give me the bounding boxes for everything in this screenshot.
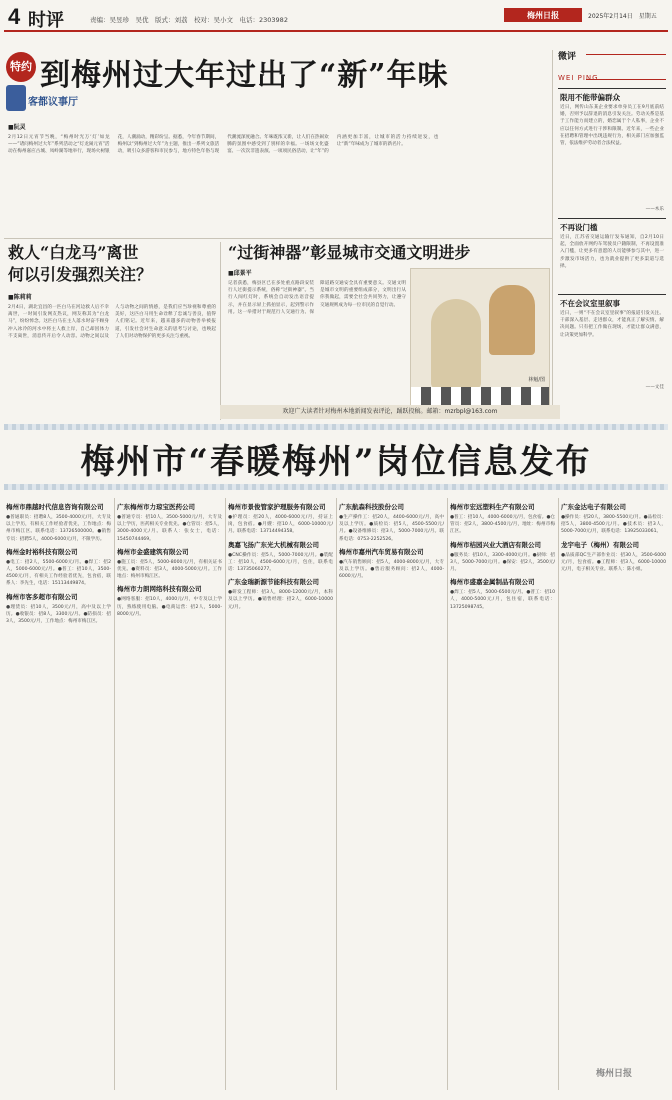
job-details: ●操作员：招20人，3800-5500元/月。●品检员：招5人，3800-4500元/月。●技术员：招3人，5000-7000元/月，联系电话：13925033061。	[561, 515, 666, 535]
jobs-title: 梅州市“春暖梅州”岗位信息发布	[80, 442, 592, 482]
job-details: ●CNC操作员：招5人，5000-7000元/月。●装配工：招10人，4500-6000元/月，包住，联系电话：13735060277。	[228, 552, 333, 573]
sidebar-item3-title: 不在会议室里叙事	[560, 299, 620, 308]
illustration-figure-2	[489, 285, 535, 355]
sidebar-rule-3	[558, 294, 666, 295]
sidebar-rule-2	[558, 218, 666, 219]
section-divider	[4, 238, 552, 239]
top-headline: 到梅州过大年过出了“新”年味	[40, 58, 449, 93]
company-name: 梅州市金盛建筑有限公司	[117, 547, 189, 556]
left-article-headline-1: 救人“白龙马”离世	[8, 243, 139, 262]
job-details: ●普工：招10人，4000-6000元/月，包食宿。●仓管员：招2人，3800-4500元/月，地址：梅州市梅江区。	[450, 515, 555, 535]
company-name: 奥嘉飞扬广东光大机械有限公司	[228, 540, 319, 549]
job-column-divider	[114, 498, 115, 1090]
sidebar-weiping	[556, 50, 668, 395]
job-details: ●施工员：招5人，5000-8000元/月，有相关证书优先。●资料员：招3人，4000-5000元/月。工作地点：梅州市梅江区。	[117, 559, 222, 580]
job-details: ●品质部QC生产部作业员：招30人，3500-6000元/月，包食宿。●工程师：招3人，6000-10000元/月，电子相关专业。联系人：陈小姐。	[561, 552, 666, 573]
company-name: 梅州市景俊管家护理服务有限公司	[228, 503, 326, 511]
job-column	[117, 498, 222, 1090]
company-name: 广东梅州市力琼宝医药公司	[117, 503, 195, 511]
company-name: 广东金达电子有限公司	[561, 503, 626, 511]
job-details: ●护理员：招20人，4000-6000元/月，持证上岗，包食宿。●月嫂：招10人，6000-10000元/月。联系电话：13714494358。	[228, 515, 333, 535]
page-number: 4	[8, 4, 21, 29]
company-name: 广东航森科技股份公司	[339, 503, 404, 511]
illustration	[410, 268, 550, 408]
sidebar-item2-title: 不再设门槛	[560, 223, 598, 232]
top-article-author: ■阮灵	[8, 124, 26, 131]
company-name: 梅州市桔园兴业大酒店有限公司	[450, 540, 541, 549]
job-column-divider	[336, 498, 337, 1090]
company-name: 梅州市宏远塑料生产有限公司	[450, 503, 535, 511]
company-name: 广东金瑞新源节能科技有限公司	[228, 578, 319, 587]
job-details: ●理货员：招10人，3500元/月，高中及以上学历。●收银员：招8人，3300元/月。●防损员：招3人，3500元/月，工作地点：梅州市梅江区。	[6, 604, 111, 625]
mid-article-headline: “过街神器”彰显城市交通文明进步	[228, 243, 471, 262]
title-bar-bottom	[4, 484, 668, 490]
mid-article-body: 记者获悉，梅县区已在多处重点路段安装行人过街提示系统，俗称“过街神器”。当行人闯红灯时，系统会自动发出语音提示，并在显示屏上抓拍显示，起到警示作用。这一举措对于规范行人交通行为、保障道路交通安全具有重要意义。交通文明是城市文明的重要组成部分，文明出行从你我做起，需要全社会共同努力，让遵守交通规则成为每一位市民的自觉行动。	[228, 281, 406, 315]
job-column-divider	[225, 498, 226, 1090]
sidebar-item2-body: 近日，江苏省交通运输厅发布通知，自2月10日起，全面放开网约车驾驶员户籍限制，不再设置准入门槛，让更多有意愿的人员能够参与其中，进一步激发市场活力，也为就业提供了更多渠道与选择。	[560, 235, 664, 269]
company-name: 梅州市客多超市有限公司	[6, 592, 78, 601]
submission-banner: 欢迎广大读者针对梅州本地新闻发表评论，踊跃投稿。邮箱：mzrbpl@163.com	[220, 405, 560, 419]
page-header	[4, 4, 668, 32]
mid-article-author: ■邱景平	[228, 270, 252, 277]
job-column	[339, 498, 444, 1090]
job-column-divider	[558, 498, 559, 1090]
special-badge: 特约	[6, 52, 36, 82]
sidebar-label-sub: WEI PING	[558, 74, 599, 82]
company-name: 梅州市盛嘉金属制品有限公司	[450, 578, 535, 587]
illustration-figure-1	[431, 299, 481, 389]
top-article-body: 2月12日元宵节当晚，“梅州时光万‘灯’如龙——”诸问梅州过大年”系列活动之“灯龙闹元宵”活动在梅州嘉应古城、凤岭湖等地举行，现场火树银花，人潮涌动，精彩纷呈。据悉，今年春节期间，梅州以“到梅州过大年”为主题，推出一系列文旅活动，吸引众多游客和市民参与，地方特色年俗与现代潮流深度融合。年味既浓又新，让人们在热闹欢腾的氛围中感受到了别样的幸福。一场场文化盛宴、一次次非遗表演、一项项民俗活动，让“年”的内涵更加丰富，让城市的活力持续迸发，也让“新”年味成为了城市的新名片。	[8, 135, 439, 155]
sidebar-divider	[552, 50, 553, 410]
issue-date: 2025年2月14日 星期五	[588, 13, 657, 20]
job-column	[450, 498, 555, 1090]
sidebar-label: 微评	[558, 52, 577, 62]
job-details: ●普通专员：招10人，3500-5000元/月，大专及以上学历，医药相关专业优先。●仓管员：招5人，3000-4000元/月。联系人：张女士，电话：15450744469。	[117, 515, 222, 542]
sidebar-rule-1	[558, 88, 666, 89]
job-details: ●生产操作工：招20人，4400-6000元/月，高中及以上学历。●质检员：招5人，4500-5500元/月。●设备维修员：招3人，5000-7000元/月。联系电话：0753-2252526。	[339, 515, 444, 542]
job-column	[6, 498, 111, 1090]
job-details: ●网络客服：招10人，4000元/月，中专及以上学历，熟练使用电脑。●电商运营：招2人，5000-8000元/月。	[117, 597, 222, 617]
article-divider	[220, 242, 221, 420]
section-title: 时评	[28, 10, 64, 30]
illustration-caption: 林魁/图	[528, 377, 545, 383]
staff-credits: 责编：吴昱珍 吴优 版式：刘荔 校对：吴小文 电话：2303982	[90, 16, 288, 24]
job-details: ●电工：招2人，5500-6000元/月。●焊工：招2人，5000-6000元/月。●普工：招10人，3500-4500元/月，有相关工作经验者优先，包食宿，联系人：李先生，电话：15113449874。	[6, 559, 111, 587]
watermark-stamp: 梅州日报	[596, 1069, 633, 1079]
company-name: 梅州市嘉州汽车贸易有限公司	[339, 547, 424, 556]
column-logo-icon	[6, 85, 26, 111]
job-column-divider	[447, 498, 448, 1090]
job-column	[228, 498, 333, 1090]
sidebar-item3-body: 近日，一则“不在会议室里叙事”的报道引发关注。干部深入基层、走进群众，才能真正了解实情、解决问题。只有把工作做在现场，才能让群众满意，让决策更加科学。	[560, 311, 664, 338]
job-column	[561, 498, 666, 1090]
title-bar-top	[4, 424, 668, 430]
company-name: 梅州市鼎越时代信息咨询有限公司	[6, 503, 104, 511]
column-name: 客都议事厅	[28, 97, 78, 108]
sidebar-item1-title: 限用不能带偏群众	[560, 93, 620, 102]
sidebar-item1-body: 近日，网传山东某企业要求单身员工在9月底前结婚，否则予以辞退的消息引发关注。劳动关系是基于工作能力而建立的，婚恋属于个人私事，企业不应以任何方式进行干涉和限制。近年来，一些企业在招聘和管理中出现违规行为，相关部门应加强监管，依法维护劳动者合法权益。	[560, 105, 664, 147]
left-article-body: 2月4日，湖北宜昌的一匹白马在河边救人后不幸离世，一时间引发网友热议，网友称其为“白龙马”，纷纷悼念。这匹白马在主人落水时奋不顾身冲入冰冷的河水中将主人救上岸，自己却因体力不支离世，消息传开后令人动容。动物之间以及人与动物之间的情感，是我们应当珍视和尊重的美好，这匹白马用生命诠释了忠诚与善良，值得人们铭记。近年来，越来越多的动物善举被报道，引发社会对生命意义的思考与讨论，也唤起了人们对动物保护的更多关注与重视。	[8, 305, 216, 339]
sidebar-item3-author: ——文佳	[645, 385, 664, 390]
left-article-author: ■陈莉莉	[8, 294, 32, 301]
job-details: ●焊工：招5人，5000-6500元/月。●普工：招10人，4000-5000元/月，包住宿，联系电话：13725098745。	[450, 590, 555, 610]
job-details: ●普通职员：招聘8人，3500-4000元/月，大专及以上学历，有相关工作经验者优先，工作地点：梅州市梅江区。联系电话：13726500000。●销售专员：招聘5人，4000-6000元/月，不限学历。	[6, 515, 111, 542]
left-article-headline-2: 何以引发强烈关注？	[8, 265, 153, 284]
column-logo	[6, 85, 80, 117]
company-name: 梅州市力朗网络科技有限公司	[117, 585, 202, 594]
sidebar-item1-author: ——木乐	[645, 207, 664, 212]
company-name: 龙宇电子（梅州）有限公司	[561, 540, 639, 549]
job-details: ●汽车销售顾问：招5人，4000-8000元/月，大专及以上学历。●售后服务顾问：招2人，4000-6000元/月。	[339, 559, 444, 580]
sidebar-decoration	[586, 54, 666, 80]
job-details: ●服务员：招10人，3300-4000元/月。●厨师：招3人，5000-7000元/月。●保安：招2人，3500元/月。	[450, 552, 555, 573]
newspaper-logo: 梅州日报	[504, 8, 582, 22]
job-details: ●研发工程师：招3人，8000-12000元/月，本科及以上学历。●销售经理：招2人，6000-10000元/月。	[228, 590, 333, 610]
company-name: 梅州金时裕科技有限公司	[6, 547, 78, 556]
